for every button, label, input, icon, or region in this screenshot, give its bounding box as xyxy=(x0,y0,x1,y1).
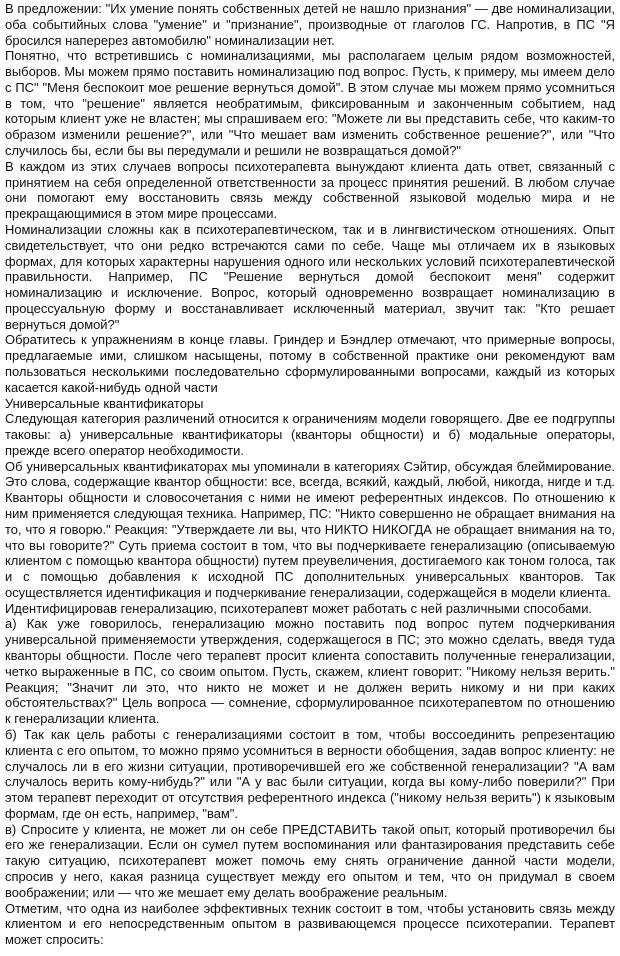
paragraph-method-c: в) Спросите у клиента, не может ли он себе ПРЕДСТАВИТЬ такой опыт, который противоречил бы его же генерализации. Если он сумел путем воспоминания или фантазирования представить себе такую ситуацию, психотерапевт может помочь ему снять ограничение данной части модели, спросив у него, какая разница существует между его опытом и тем, что он придумал в своем воображении; или — что же мешает ему делать воображение реальным. xyxy=(5,821,615,900)
paragraph-nominalization-complexity: Номинализации сложны как в психотерапевтическом, так и в лингвистическом отношениях. Опыт свидетельствует, что они редко встречаются сами по себе. Чаще мы отличаем их в языковых формах, для которых характерны нарушения одного или нескольких условий психотерапевтической правильности. Например, ПС "Решение вернуться домой беспокоит меня" содержит номинализацию и исключение. Вопрос, который одновременно возвращает номинализацию в процессуальную форму и восстанавливает исключенный материал, звучит так: "Кто решает вернуться домой?" xyxy=(5,221,615,332)
paragraph-exercises-note: Обратитесь к упражнениям в конце главы. Гриндер и Бэндлер отмечают, что примерные вопросы, предлагаемые ими, слишком насыщены, потому в собственной практике они рекомендуют вам пользоваться несколькими последовательно сформулированными вопросами, каждый из которых касается какой-нибудь одной части xyxy=(5,332,615,395)
paragraph-effective-technique: Отметим, что одна из наиболее эффективных техник состоит в том, чтобы установить связь между клиентом и его непосредственным опытом в развивающемся процессе психотерапии. Терапевт может спросить: xyxy=(5,900,615,948)
paragraph-identified-generalization: Идентифицировав генерализацию, психотерапевт может работать с ней различными способами. xyxy=(5,600,593,616)
paragraph-method-b: б) Так как цель работы с генерализациями состоит в том, чтобы воссоединить репрезентацию клиента с его опытом, то можно прямо усомниться в верности обобщения, задав вопрос клиенту: не случалось ли в его жизни ситуации, противоречившей его же собственной генерализации? "А вам случалось верить кому-нибудь?" или "А у вас были ситуации, когда вы кому-либо поверили?" При этом терапевт переходит от отсутствия референтного индекса ("никому нельзя верить") к языковым формам, где он есть, например, "вам". xyxy=(5,726,615,821)
section-heading-universal-quantifiers: Универсальные квантификаторы xyxy=(5,395,204,411)
paragraph-next-category: Следующая категория различений относится к ограничениям модели говорящего. Две ее подгруппы таковы: а) универсальные квантификаторы (кванторы общности) и б) модальные операторы, прежде всего оператор необходимости. xyxy=(5,411,615,458)
paragraph-questioning-nominalization: Понятно, что встретившись с номинализациями, мы располагаем целым рядом возможностей, выборов. Мы можем прямо поставить номинализацию под вопрос. Пусть, к примеру, мы имеем дело с ПС" "Меня беспокоит мое решение вернуться домой". В этом случае мы можем прямо усомниться в том, что "решение" является необратимым, фиксированным и законченным событием, над которым клиент уже не властен; мы спрашиваем его: "Можете ли вы представить себе, что каким-то образом изменили решение?", или "Что мешает вам изменить собственное решение?", или "Что случилось бы, если бы вы передумали и решили не возвращаться домой?" xyxy=(5,48,615,159)
paragraph-method-a: а) Как уже говорилось, генерализацию можно поставить под вопрос путем подчеркивания универсальной применяемости утверждения, содержащегося в ПС; это можно сделать, введя туда кванторы общности. После чего терапевт просит клиента сопоставить полученные генерализации, четко выраженные в ПС, со своим опытом. Пусть, скажем, клиент говорит: "Никому нельзя верить." Реакция; "Значит ли это, что никто не может и не должен верить никому и ни при каких обстоятельствах?" Цель вопроса — сомнение, сформулированное психотерапевтом по отношению к генерализации клиента. xyxy=(5,616,615,727)
paragraph-nominalization-example: В предложении: "Их умение понять собственных детей не нашло признания" — две номинализации, оба событийных слова "умение" и "признание", производные от глаголов ГС. Напротив, в ПС "Я бросился наперерез автомобилю" номинализации нет. xyxy=(5,1,615,48)
paragraph-therapist-questions: В каждом из этих случаев вопросы психотерапевта вынуждают клиента дать ответ, связанный с принятием на себя определенной ответственности за процесс принятия решений. В любом случае они помогают ему восстановить связь между собственной языковой моделью мира и не прекращающимися в этом мире процессами. xyxy=(5,158,615,222)
paragraph-universal-quantifiers: Об универсальных квантификаторах мы упоминали в категориях Сэйтир, обсуждая блеймирование. Это слова, содержащие квантор общности: все, всегда, всякий, каждый, любой, никогда, нигде и т.д. Кванторы общности и словосочетания с ними не имеют референтных индексов. По отношению к ним применяется следующая техника. Например, ПС: "Никто совершенно не обращает внимания на то, что я говорю." Реакция: "Утверждаете ли вы, что НИКТО НИКОГДА не обращает внимания на то, что вы говорите?" Суть приема состоит в том, что вы подчеркиваете генерализацию (описываемую клиентом с помощью квантора общности) путем преувеличения, достигаемого как тоном голоса, так и с помощью добавления к исходной ПС дополнительных универсальных кванторов. Так осуществляется идентификация и подчеркивание генерализации, содержащейся в модели клиента. xyxy=(5,458,615,600)
